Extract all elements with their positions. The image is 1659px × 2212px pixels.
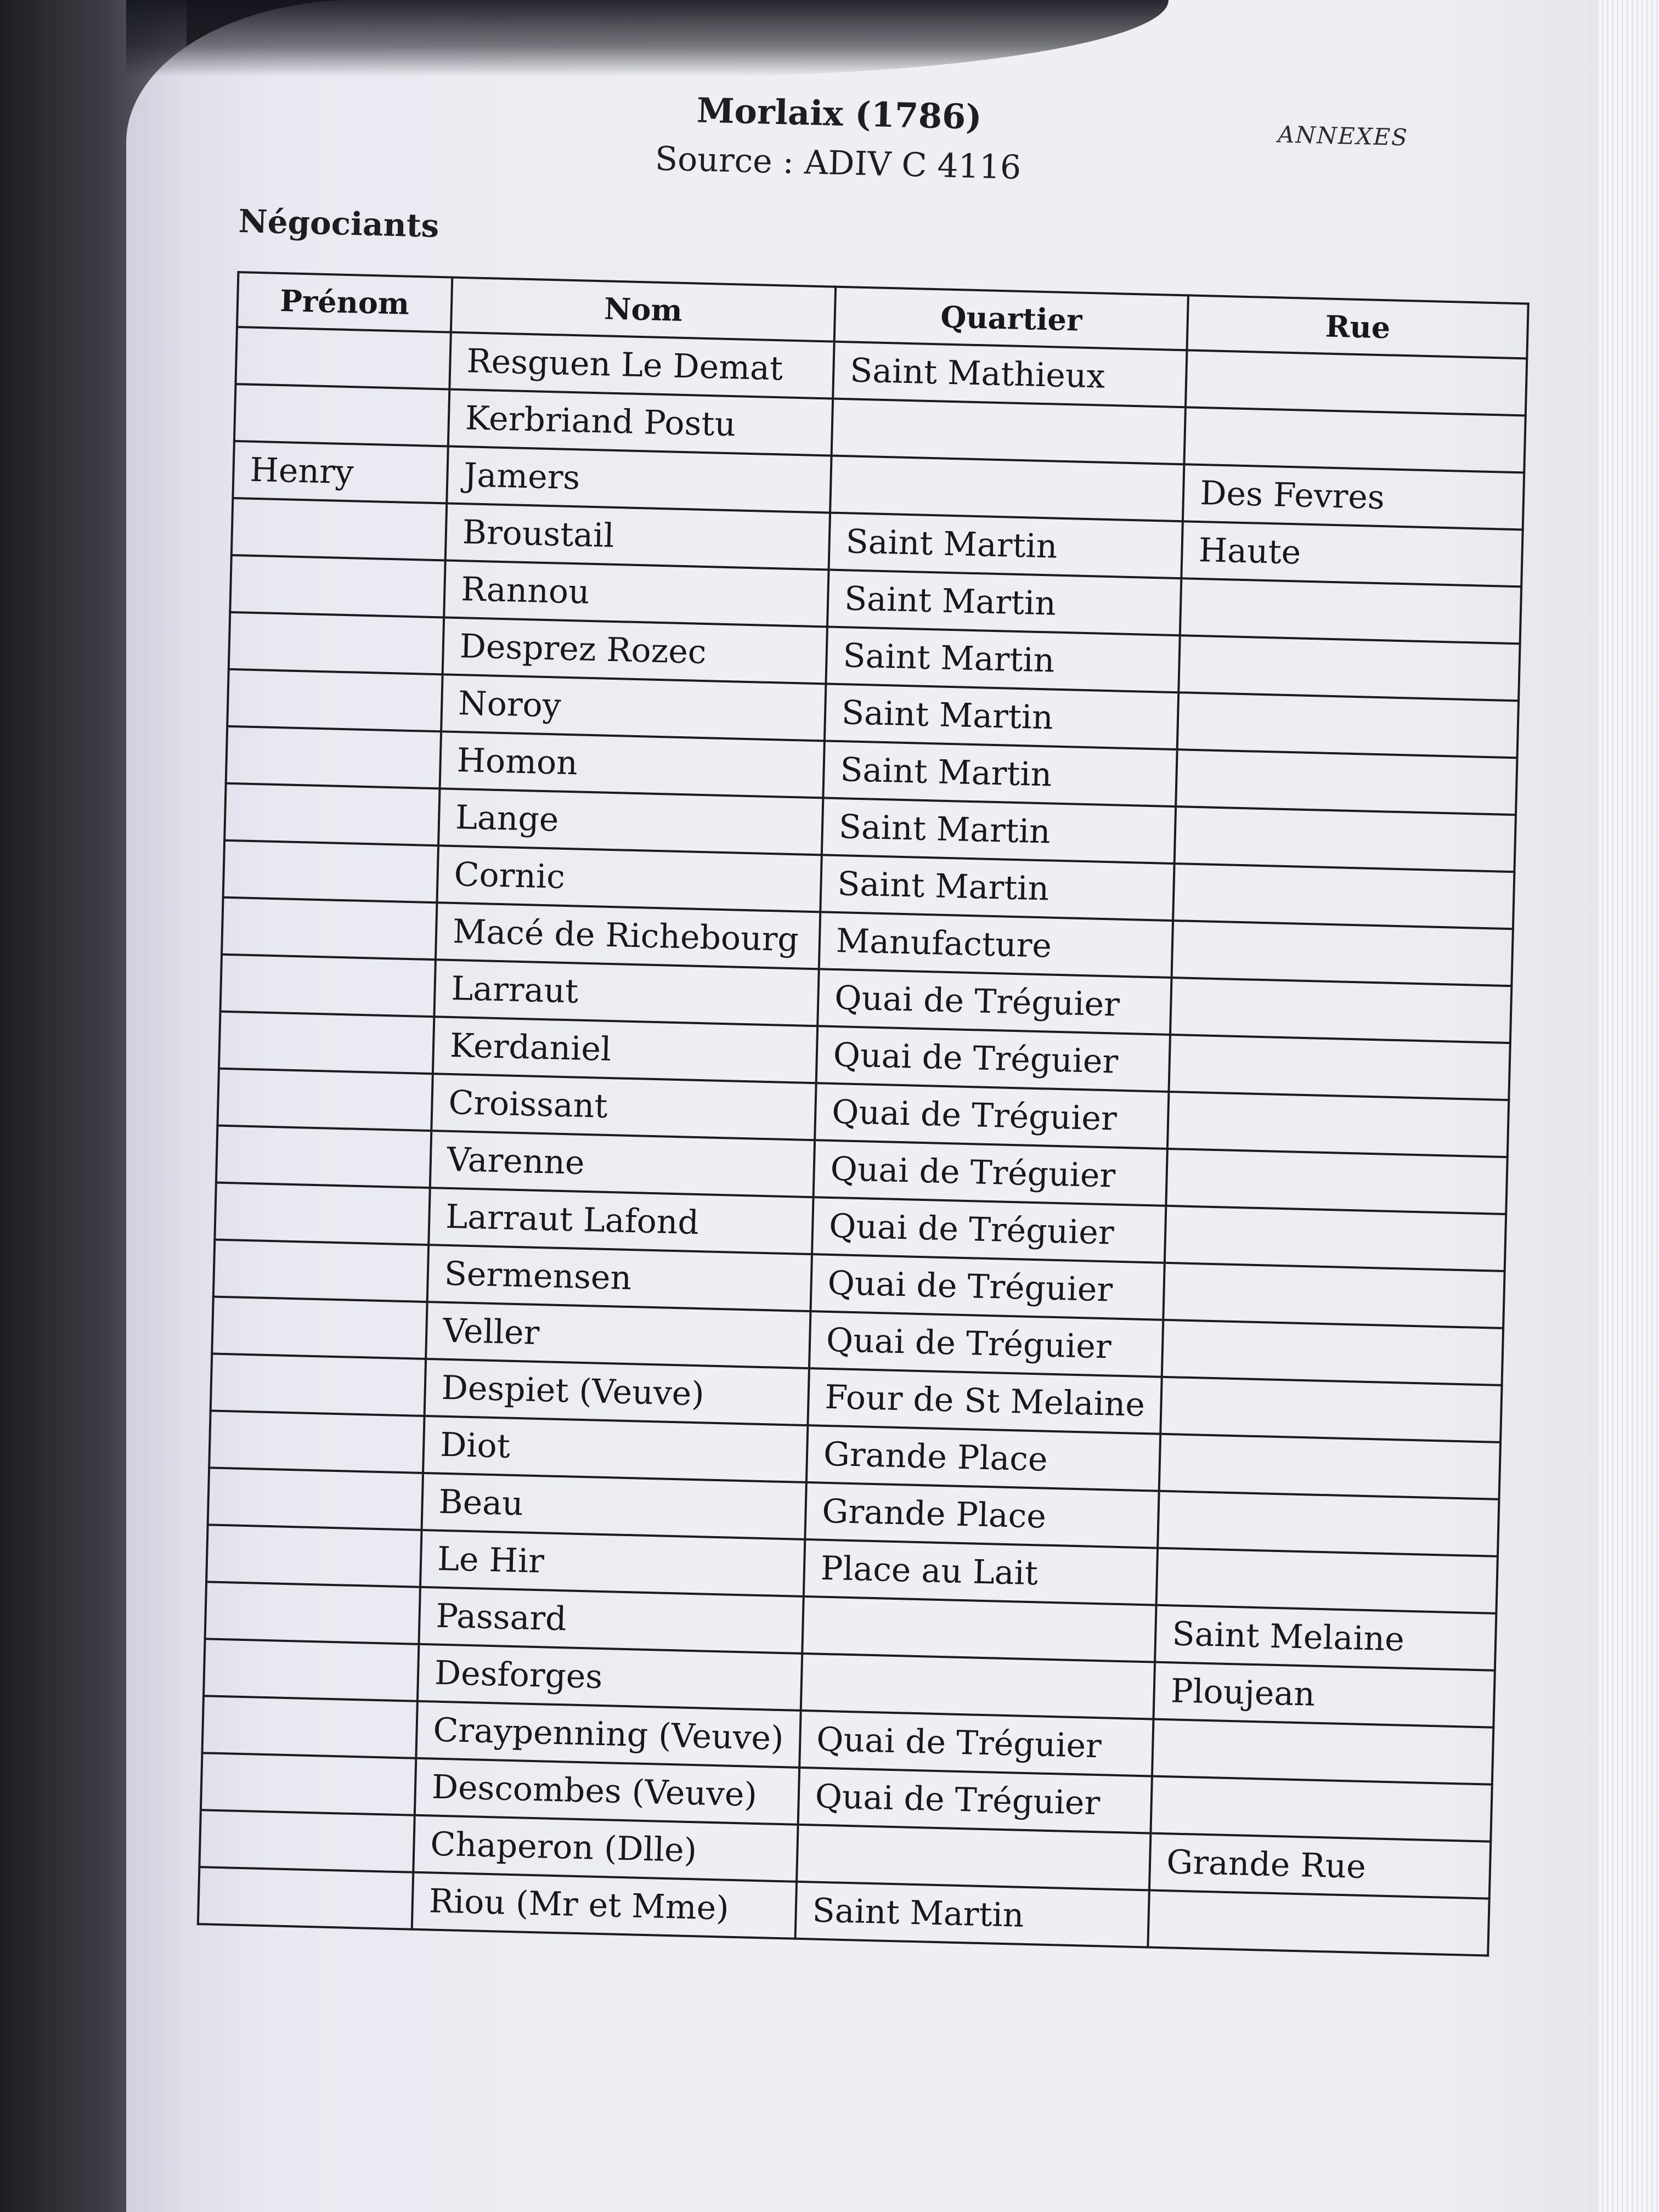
cell-rue — [1179, 635, 1520, 701]
cell-prenom — [198, 1867, 413, 1929]
document-title: Morlaix (1786) — [696, 90, 983, 138]
cell-nom: Desprez Rozec — [443, 617, 827, 684]
cell-quartier: Grande Place — [805, 1482, 1159, 1548]
cell-prenom — [209, 1410, 424, 1472]
cell-nom: Lange — [438, 788, 823, 855]
cell-quartier: Quai de Tréguier — [809, 1311, 1164, 1377]
cell-quartier — [801, 1654, 1155, 1719]
cell-rue — [1169, 1035, 1510, 1100]
cell-quartier: Quai de Tréguier — [799, 1711, 1154, 1776]
cell-quartier: Grande Place — [806, 1425, 1161, 1491]
cell-quartier: Saint Martin — [825, 684, 1179, 749]
cell-quartier — [797, 1825, 1151, 1891]
cell-quartier: Saint Martin — [828, 513, 1183, 579]
cell-quartier: Saint Mathieux — [833, 342, 1187, 408]
cell-rue — [1161, 1377, 1502, 1442]
cell-nom: Diot — [423, 1416, 808, 1482]
document-source: Source : ADIV C 4116 — [654, 139, 1022, 187]
cell-nom: Broustail — [445, 503, 830, 569]
cell-nom: Croissant — [431, 1074, 816, 1140]
cell-quartier: Four de St Melaine — [808, 1368, 1162, 1434]
cell-prenom — [229, 612, 444, 674]
cell-rue — [1162, 1320, 1503, 1385]
cell-rue — [1177, 692, 1519, 758]
table-body — [198, 327, 1527, 1956]
cell-quartier: Saint Martin — [827, 570, 1182, 636]
cell-nom: Craypenning (Veuve) — [416, 1701, 800, 1768]
cell-rue — [1180, 578, 1521, 644]
cell-prenom — [216, 1126, 431, 1188]
cell-prenom — [199, 1810, 414, 1872]
cell-nom: Descombes (Veuve) — [415, 1758, 799, 1825]
section-heading: Négociants — [238, 202, 440, 245]
cell-nom: Sermensen — [427, 1245, 812, 1311]
negociants-table — [197, 271, 1530, 1957]
cell-rue: Ploujean — [1154, 1662, 1495, 1728]
running-header: ANNEXES — [1277, 121, 1409, 151]
cell-prenom — [206, 1525, 421, 1587]
cell-prenom — [201, 1753, 416, 1815]
cell-rue — [1159, 1434, 1500, 1499]
cell-prenom: Henry — [233, 441, 448, 503]
cell-nom: Desforges — [417, 1644, 802, 1711]
cell-quartier — [832, 399, 1186, 465]
cell-quartier: Quai de Tréguier — [817, 969, 1172, 1035]
cell-nom: Homon — [440, 731, 825, 798]
cell-rue — [1152, 1719, 1493, 1785]
column-header-rue: Rue — [1187, 295, 1528, 358]
cell-prenom — [223, 840, 438, 902]
cell-nom: Jamers — [447, 446, 831, 512]
cell-prenom — [227, 669, 442, 731]
cell-rue — [1176, 749, 1517, 815]
cell-prenom — [235, 327, 450, 389]
cell-prenom — [221, 955, 436, 1017]
cell-rue — [1170, 978, 1511, 1043]
cell-rue — [1165, 1206, 1506, 1271]
cell-nom: Kerdaniel — [433, 1017, 817, 1083]
cell-quartier: Saint Martin — [820, 855, 1175, 921]
cell-rue: Des Fevres — [1183, 464, 1524, 529]
cell-prenom — [219, 1012, 434, 1074]
cell-nom: Beau — [422, 1473, 806, 1539]
cell-rue — [1173, 864, 1514, 929]
cell-nom: Chaperon (Dlle) — [413, 1815, 798, 1882]
cell-quartier: Place au Lait — [804, 1539, 1158, 1605]
cell-rue — [1166, 1149, 1508, 1214]
cell-prenom — [208, 1468, 423, 1530]
cell-quartier — [802, 1596, 1156, 1662]
cell-rue — [1148, 1891, 1489, 1956]
cell-prenom — [234, 384, 449, 446]
column-header-quartier: Quartier — [834, 287, 1189, 351]
cell-nom: Riou (Mr et Mme) — [412, 1872, 797, 1939]
cell-prenom — [204, 1639, 419, 1701]
cell-nom: Noroy — [441, 674, 826, 741]
cell-prenom — [211, 1353, 426, 1415]
cell-prenom — [212, 1296, 427, 1358]
cell-rue: Grande Rue — [1149, 1833, 1491, 1899]
cell-prenom — [215, 1183, 430, 1245]
cell-prenom — [217, 1069, 432, 1131]
cell-nom: Resguen Le Demat — [449, 332, 834, 399]
cell-quartier: Quai de Tréguier — [810, 1254, 1165, 1320]
cell-rue — [1175, 806, 1516, 872]
cell-rue — [1158, 1491, 1499, 1556]
cell-quartier: Saint Martin — [826, 627, 1180, 692]
cell-rue — [1167, 1092, 1509, 1157]
cell-prenom — [205, 1582, 420, 1644]
cell-quartier: Quai de Tréguier — [798, 1768, 1153, 1833]
cell-nom: Passard — [419, 1587, 803, 1654]
column-header-prenom: Prénom — [237, 272, 452, 332]
cell-quartier: Quai de Tréguier — [814, 1140, 1168, 1206]
negociants-table-wrapper — [197, 271, 1530, 1957]
cell-rue — [1184, 407, 1526, 472]
cell-rue — [1172, 921, 1513, 986]
cell-quartier: Manufacture — [819, 912, 1173, 978]
cell-nom: Le Hir — [420, 1530, 805, 1596]
cell-prenom — [232, 498, 447, 560]
cell-nom: Macé de Richebourg — [436, 902, 820, 969]
cell-nom: Veller — [426, 1302, 810, 1368]
cell-rue — [1156, 1548, 1498, 1613]
cell-prenom — [230, 555, 445, 617]
cell-nom: Rannou — [444, 560, 828, 627]
cell-quartier: Quai de Tréguier — [816, 1026, 1171, 1092]
cell-nom: Varenne — [430, 1131, 815, 1197]
cell-prenom — [224, 783, 439, 845]
cell-quartier: Saint Martin — [822, 798, 1176, 864]
cell-rue: Saint Melaine — [1155, 1605, 1496, 1671]
cell-rue — [1164, 1263, 1505, 1328]
cell-nom: Despiet (Veuve) — [425, 1359, 809, 1425]
cell-rue — [1151, 1776, 1492, 1842]
cell-prenom — [202, 1696, 417, 1758]
column-header-nom: Nom — [451, 278, 836, 342]
cell-nom: Kerbriand Postu — [448, 390, 833, 456]
cell-nom: Cornic — [437, 845, 821, 912]
cell-nom: Larraut Lafond — [428, 1188, 813, 1254]
cell-quartier: Quai de Tréguier — [815, 1083, 1169, 1149]
cell-prenom — [222, 898, 437, 960]
cell-quartier: Saint Martin — [795, 1882, 1150, 1948]
cell-quartier: Saint Martin — [823, 741, 1177, 806]
cell-quartier — [830, 456, 1184, 522]
cell-rue — [1186, 350, 1527, 415]
cell-nom: Larraut — [434, 960, 819, 1026]
cell-quartier: Quai de Tréguier — [812, 1197, 1166, 1263]
cell-prenom — [226, 726, 441, 788]
cell-rue: Haute — [1182, 521, 1523, 586]
cell-prenom — [213, 1240, 428, 1302]
